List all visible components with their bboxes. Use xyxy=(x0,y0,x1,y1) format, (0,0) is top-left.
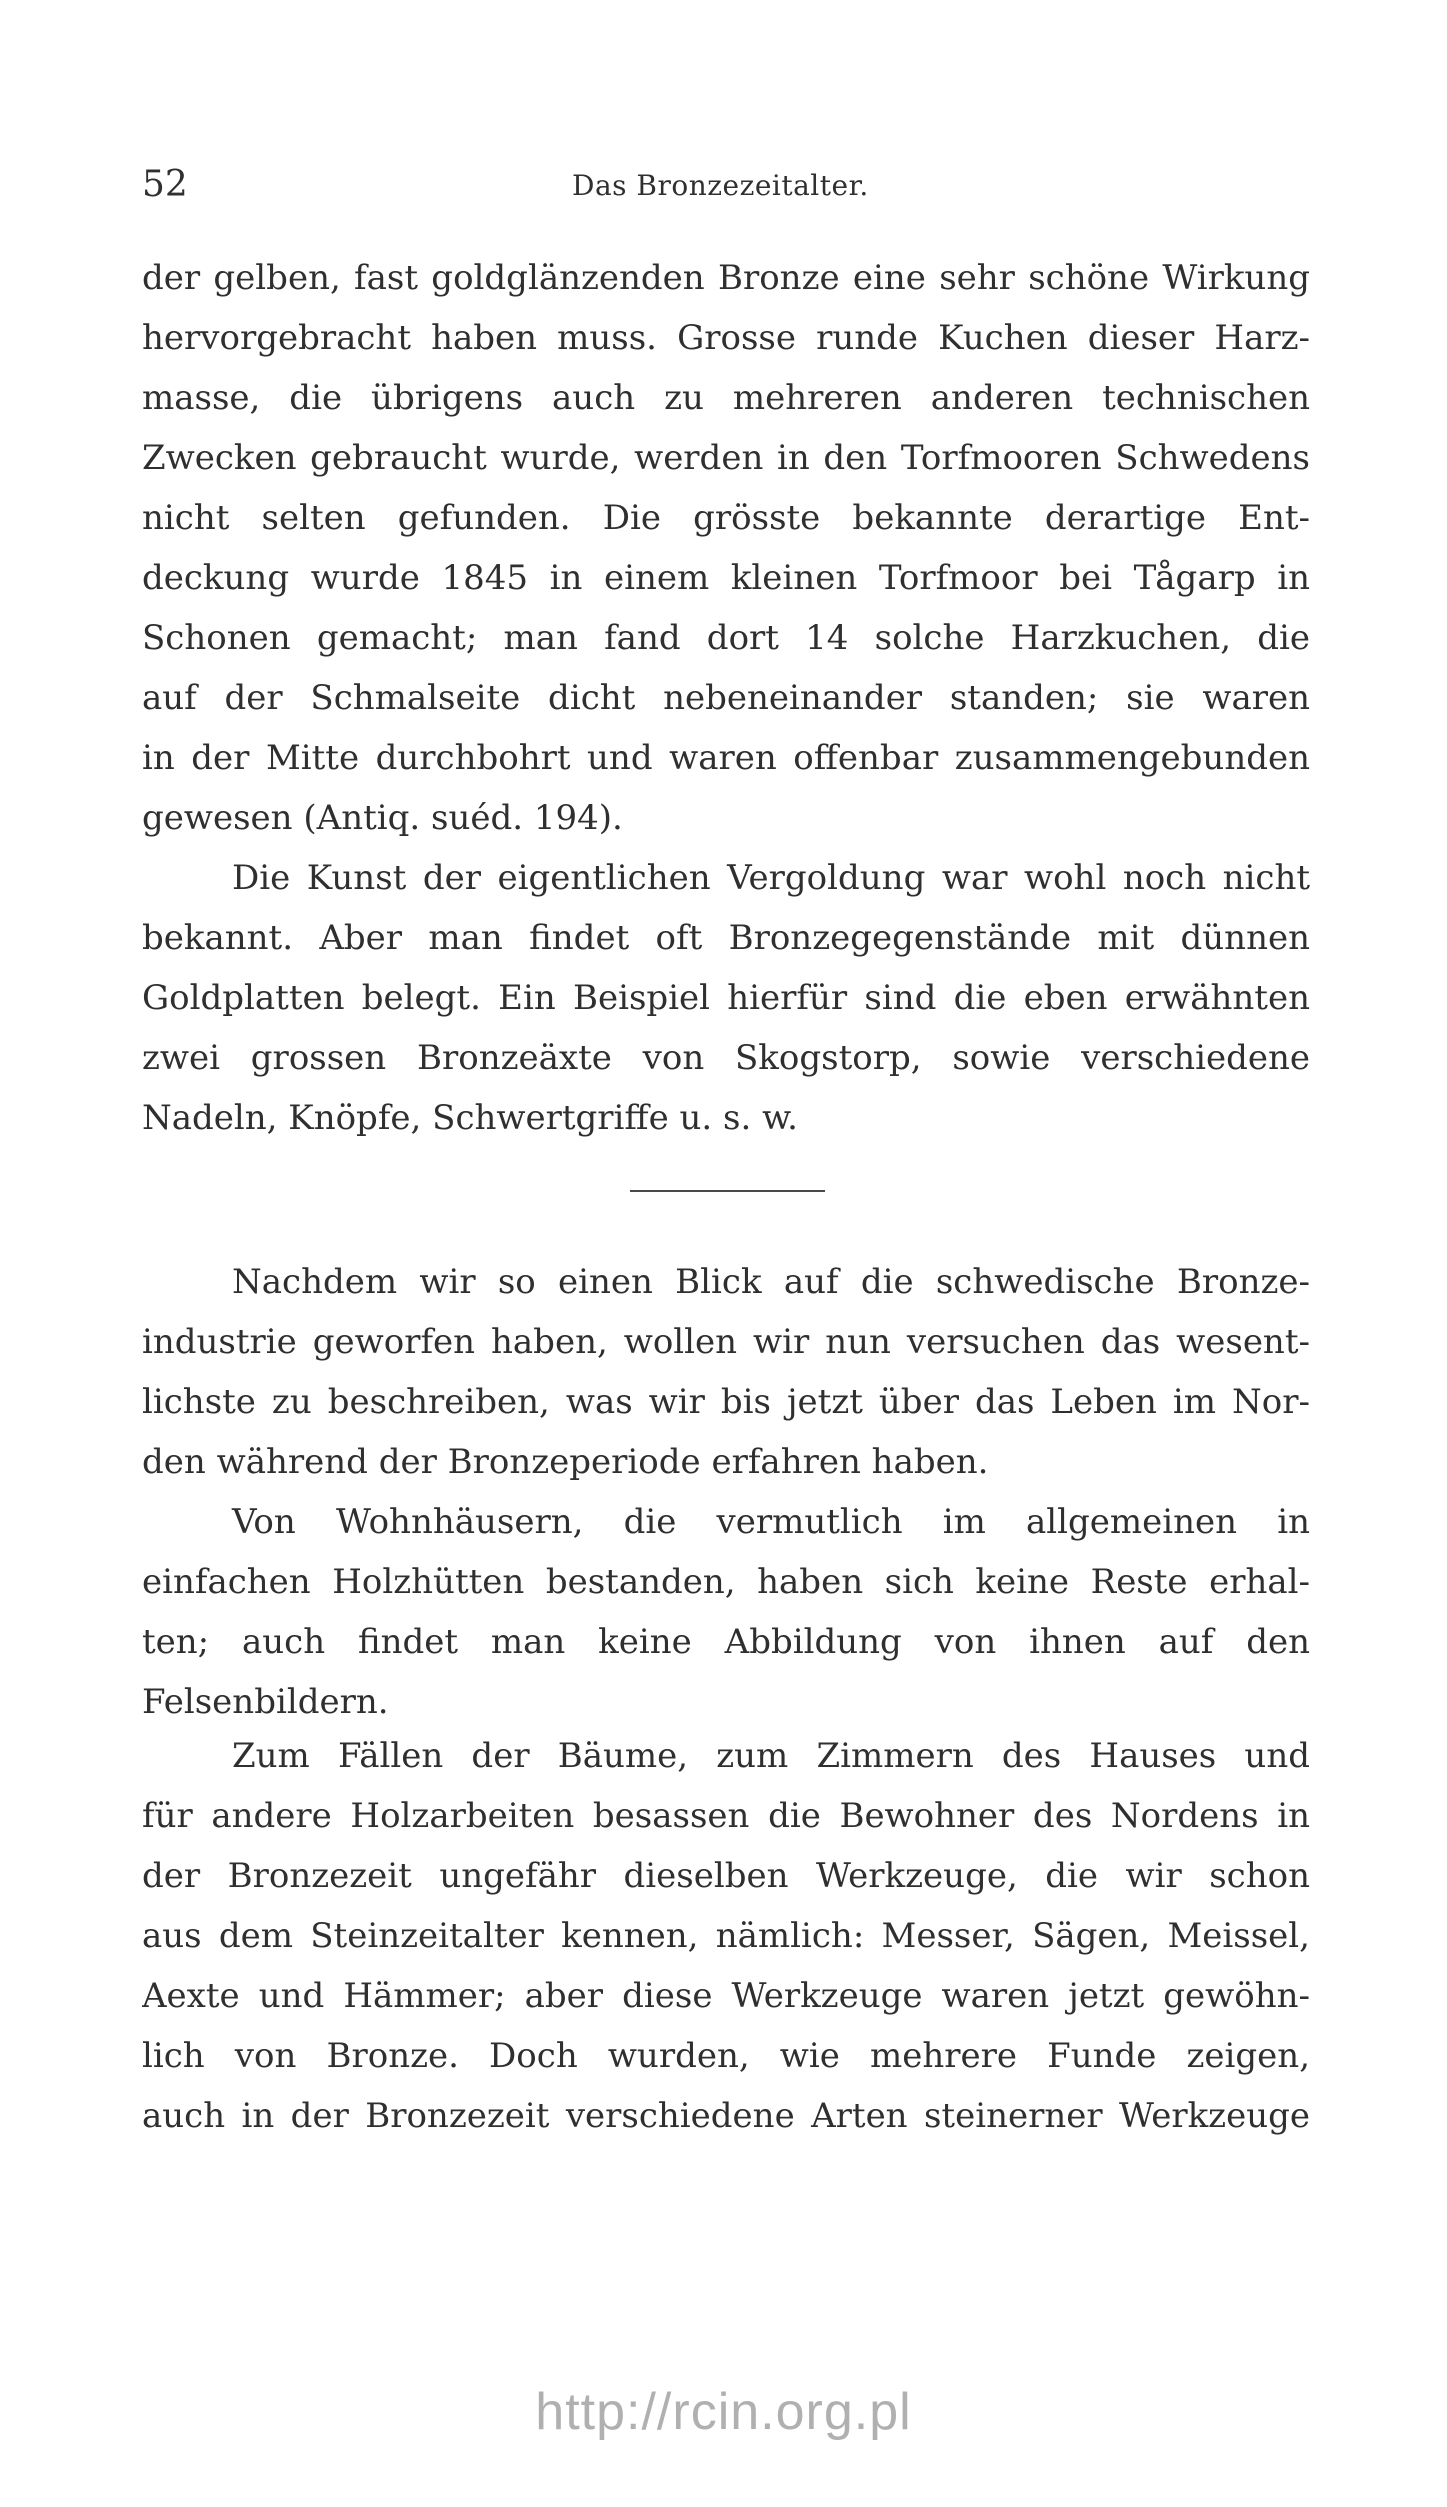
section-separator xyxy=(630,1190,825,1192)
text-line: Schonen gemacht; man fand dort 14 solche Harzkuchen, die xyxy=(142,618,1310,658)
paragraph-4 xyxy=(142,1492,1310,1732)
text-line: Die Kunst der eigentlichen Vergoldung war wohl noch nicht xyxy=(232,858,1310,898)
text-line: in der Mitte durchbohrt und waren offenbar zusammengebunden xyxy=(142,738,1310,778)
text-line: Aexte und Hämmer; aber diese Werkzeuge waren jetzt gewöhn- xyxy=(142,1976,1310,2016)
text-line: der Bronzezeit ungefähr dieselben Werkzeuge, die wir schon xyxy=(142,1856,1310,1896)
text-line: Goldplatten belegt. Ein Beispiel hierfür sind die eben erwähnten xyxy=(142,978,1310,1018)
running-header xyxy=(142,165,1312,215)
text-line: Zwecken gebraucht wurde, werden in den Torfmooren Schwedens xyxy=(142,438,1310,478)
text-line: Felsenbildern. xyxy=(142,1682,389,1722)
text-line: industrie geworfen haben, wollen wir nun versuchen das wesent- xyxy=(142,1322,1310,1362)
text-line: Nachdem wir so einen Blick auf die schwedische Bronze- xyxy=(232,1262,1310,1302)
text-line: zwei grossen Bronzeäxte von Skogstorp, sowie verschiedene xyxy=(142,1038,1310,1078)
text-line: den während der Bronzeperiode erfahren haben. xyxy=(142,1442,989,1482)
text-line: Zum Fällen der Bäume, zum Zimmern des Hauses und xyxy=(232,1736,1310,1776)
paragraph-3 xyxy=(142,1252,1310,1492)
paragraph-1 xyxy=(142,248,1310,848)
text-line: Von Wohnhäusern, die vermutlich im allgemeinen in xyxy=(232,1502,1310,1542)
text-line: masse, die übrigens auch zu mehreren anderen technischen xyxy=(142,378,1310,418)
text-line: Nadeln, Knöpfe, Schwertgriffe u. s. w. xyxy=(142,1098,798,1138)
text-line: einfachen Holzhütten bestanden, haben sich keine Reste erhal- xyxy=(142,1562,1310,1602)
text-line: für andere Holzarbeiten besassen die Bewohner des Nordens in xyxy=(142,1796,1310,1836)
text-line: gewesen (Antiq. suéd. 194). xyxy=(142,798,623,838)
text-line: deckung wurde 1845 in einem kleinen Torfmoor bei Tågarp in xyxy=(142,558,1310,598)
page-number: 52 xyxy=(142,164,188,205)
text-line: lich von Bronze. Doch wurden, wie mehrere Funde zeigen, xyxy=(142,2036,1310,2076)
text-line: hervorgebracht haben muss. Grosse runde Kuchen dieser Harz- xyxy=(142,318,1310,358)
text-line: auch in der Bronzezeit verschiedene Arten steinerner Werkzeuge xyxy=(142,2096,1310,2136)
text-line: lichste zu beschreiben, was wir bis jetzt über das Leben im Nor- xyxy=(142,1382,1310,1422)
text-line: nicht selten gefunden. Die grösste bekannte derartige Ent- xyxy=(142,498,1310,538)
text-line: der gelben, fast goldglänzenden Bronze eine sehr schöne Wirkung xyxy=(142,258,1310,298)
paragraph-5 xyxy=(142,1726,1310,2146)
watermark-url: http://rcin.org.pl xyxy=(535,2383,912,2441)
paragraph-2 xyxy=(142,848,1310,1148)
text-line: auf der Schmalseite dicht nebeneinander standen; sie waren xyxy=(142,678,1310,718)
text-line: aus dem Steinzeitalter kennen, nämlich: Messer, Sägen, Meissel, xyxy=(142,1916,1310,1956)
running-title: Das Bronzezeitalter. xyxy=(572,169,869,202)
text-line: bekannt. Aber man findet oft Bronzegegenstände mit dünnen xyxy=(142,918,1310,958)
text-line: ten; auch findet man keine Abbildung von ihnen auf den xyxy=(142,1622,1310,1662)
